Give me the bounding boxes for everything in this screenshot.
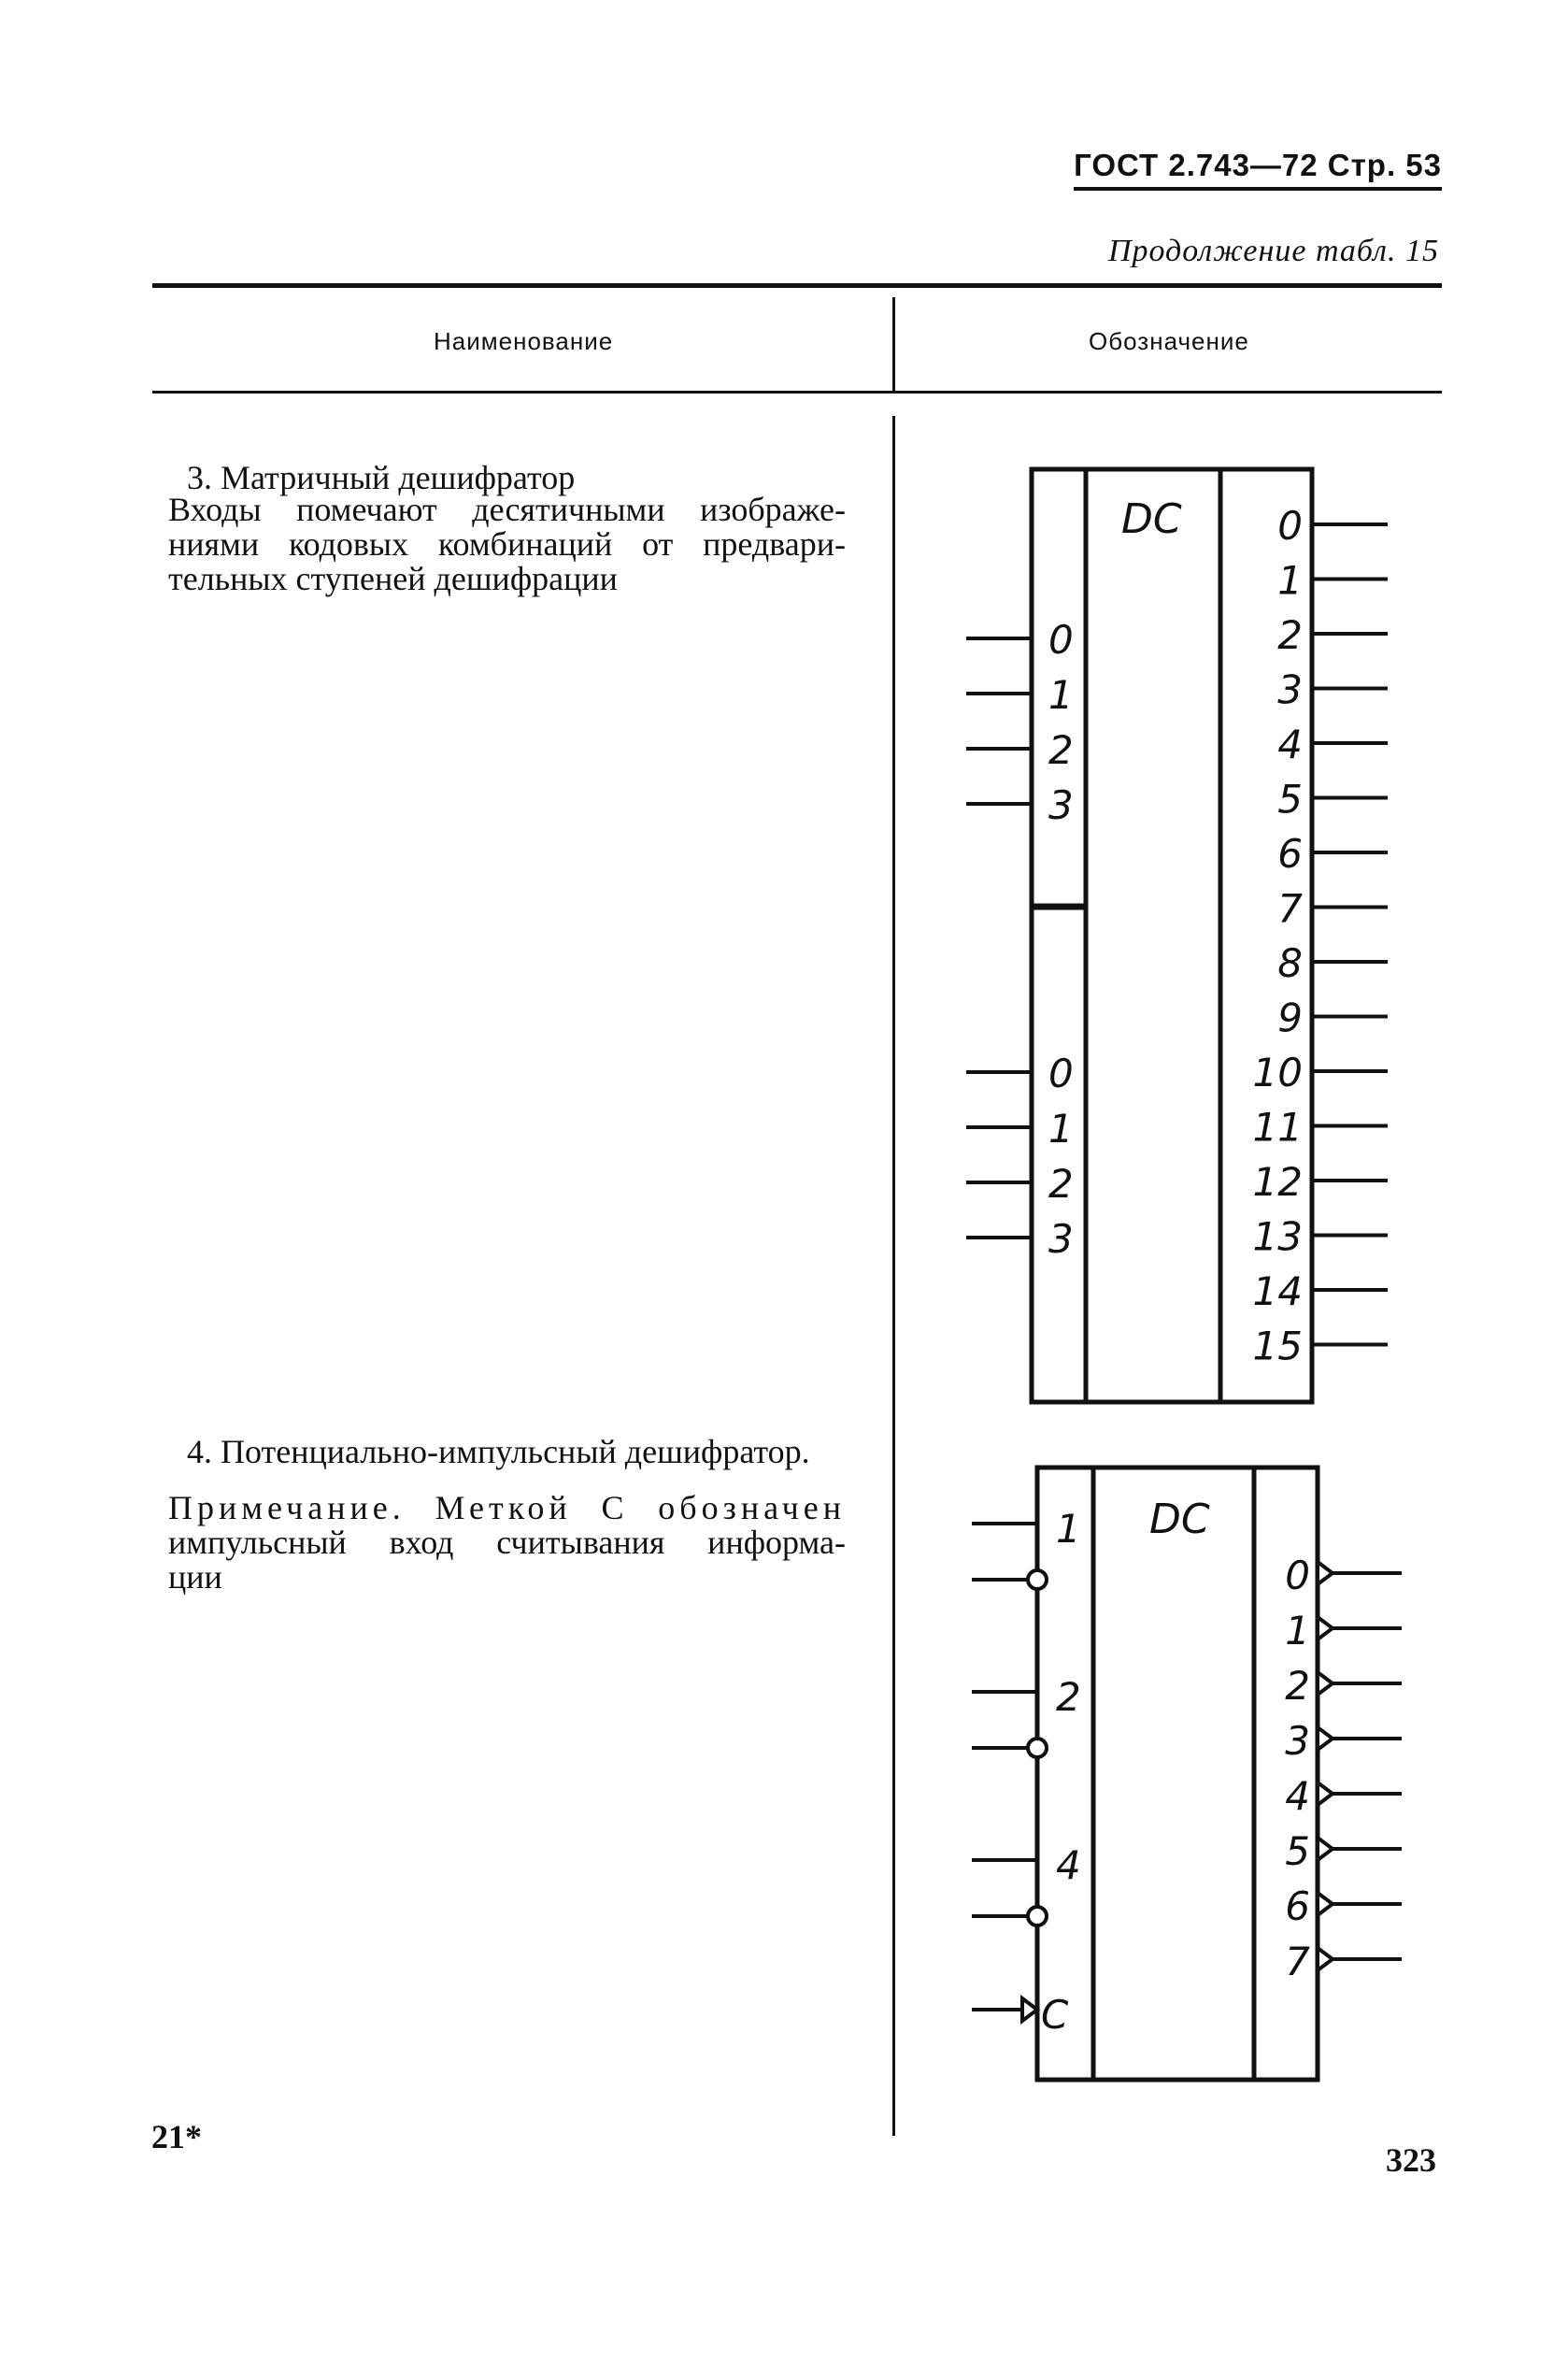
clock-input-label: C bbox=[1041, 1992, 1069, 2038]
output-label: 1 bbox=[1285, 1608, 1310, 1653]
dynamic-output-triangle-icon bbox=[1318, 1948, 1333, 1970]
item-4-note bbox=[168, 1491, 846, 1595]
output-label: 5 bbox=[1277, 776, 1303, 823]
output-label: 7 bbox=[1285, 1939, 1310, 1984]
inversion-circle-icon bbox=[1028, 1570, 1047, 1589]
dynamic-output-triangle-icon bbox=[1318, 1838, 1333, 1860]
output-label: 5 bbox=[1285, 1828, 1310, 1874]
column-separator-body bbox=[892, 416, 895, 2136]
column-header-name: Наименование bbox=[434, 327, 614, 355]
note-line-3: ции bbox=[168, 1558, 222, 1596]
output-label: 0 bbox=[1277, 503, 1303, 549]
item-3-description bbox=[168, 493, 846, 596]
note-line-1 bbox=[168, 1491, 846, 1525]
item-3-title: 3. Матричный дешифратор bbox=[187, 459, 576, 496]
input-label: 1 bbox=[1048, 672, 1074, 718]
input-label: 1 bbox=[1056, 1506, 1081, 1552]
output-label: 0 bbox=[1285, 1553, 1310, 1598]
output-label: 4 bbox=[1285, 1773, 1310, 1819]
input-label: 2 bbox=[1056, 1674, 1081, 1720]
dynamic-output-triangle-icon bbox=[1318, 1617, 1333, 1639]
output-label: 2 bbox=[1285, 1663, 1310, 1709]
note-line-1-text: Примечание. Меткой С обозначен bbox=[168, 1489, 846, 1526]
description-line-2: ниями кодовых комбинаций от предвари- bbox=[168, 525, 846, 563]
note-line-2: импульсный вход считывания информа- bbox=[168, 1524, 846, 1561]
dynamic-output-triangle-icon bbox=[1318, 1727, 1333, 1750]
dynamic-output-triangle-icon bbox=[1318, 1672, 1333, 1695]
output-label: 14 bbox=[1252, 1268, 1303, 1314]
matrix-decoder-symbol bbox=[944, 458, 1430, 1411]
output-label: 13 bbox=[1252, 1213, 1303, 1260]
output-label: 2 bbox=[1277, 612, 1303, 658]
input-label: 2 bbox=[1048, 727, 1074, 773]
input-label: 0 bbox=[1048, 617, 1074, 663]
input-label: 3 bbox=[1048, 782, 1074, 828]
function-label: DC bbox=[1149, 1496, 1210, 1543]
input-label: 3 bbox=[1048, 1216, 1074, 1262]
inversion-circle-icon bbox=[1028, 1907, 1047, 1925]
pulse-decoder-symbol bbox=[944, 1449, 1430, 2084]
function-label: DC bbox=[1121, 495, 1182, 543]
output-label: 3 bbox=[1277, 666, 1303, 713]
output-label: 4 bbox=[1277, 722, 1303, 767]
decoder-outline bbox=[1037, 1467, 1318, 2080]
input-label: 2 bbox=[1048, 1161, 1074, 1207]
table-continuation-label: Продолжение табл. 15 bbox=[1107, 234, 1439, 268]
output-label: 15 bbox=[1252, 1323, 1303, 1369]
output-label: 7 bbox=[1277, 885, 1303, 932]
dynamic-output-triangle-icon bbox=[1318, 1562, 1333, 1584]
item-4-title: 4. Потенциально-импульсный дешифратор. bbox=[187, 1433, 810, 1470]
output-label: 10 bbox=[1252, 1050, 1303, 1095]
page-signature: 21* bbox=[151, 2118, 202, 2155]
standard-header: ГОСТ 2.743—72 Стр. 53 bbox=[1074, 148, 1442, 191]
output-label: 8 bbox=[1277, 940, 1303, 986]
output-label: 1 bbox=[1277, 557, 1303, 604]
column-separator-header bbox=[892, 297, 895, 391]
dynamic-output-triangle-icon bbox=[1318, 1782, 1333, 1805]
description-line-1: Входы помечают десятичными изображе- bbox=[168, 491, 846, 528]
input-label: 4 bbox=[1056, 1842, 1081, 1888]
inversion-circle-icon bbox=[1028, 1739, 1047, 1757]
dynamic-output-triangle-icon bbox=[1318, 1893, 1333, 1915]
decoder-outline bbox=[1032, 469, 1312, 1402]
output-label: 11 bbox=[1252, 1104, 1303, 1151]
description-line-3: тельных ступеней дешифрации bbox=[168, 560, 618, 597]
input-label: 1 bbox=[1048, 1106, 1074, 1152]
table-header-rule bbox=[152, 391, 1442, 394]
output-label: 12 bbox=[1252, 1159, 1303, 1205]
output-label: 9 bbox=[1277, 995, 1303, 1041]
table-top-rule bbox=[152, 283, 1442, 288]
output-label: 3 bbox=[1285, 1718, 1310, 1764]
column-header-symbol: Обозначение bbox=[1089, 327, 1249, 355]
output-label: 6 bbox=[1285, 1883, 1310, 1929]
output-label: 6 bbox=[1277, 831, 1303, 877]
page-number: 323 bbox=[1386, 2141, 1436, 2179]
input-label: 0 bbox=[1048, 1051, 1074, 1096]
